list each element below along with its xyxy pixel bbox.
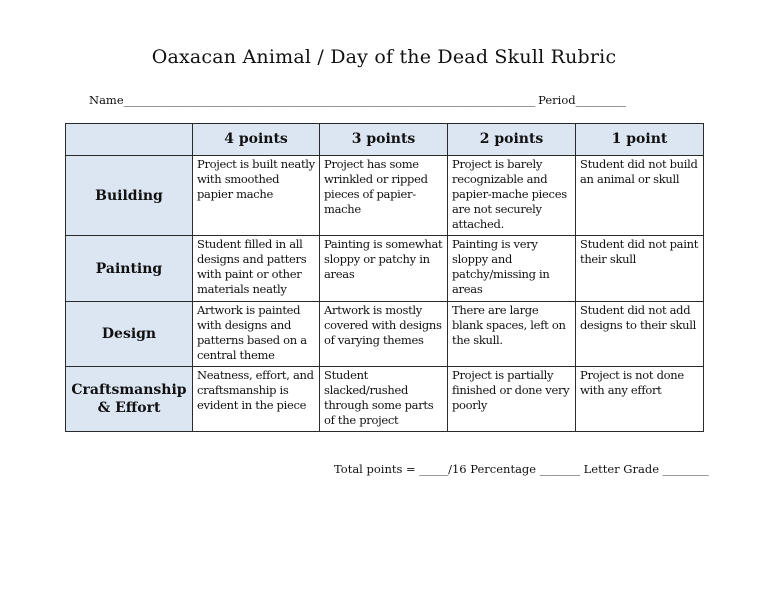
- name-period-line: [89, 93, 625, 107]
- rubric-cell: Neatness, effort, and craftsmanship is evident in the piece: [193, 367, 320, 432]
- rubric-cell: Student filled in all designs and patters with paint or other materials neatly: [193, 236, 320, 302]
- rubric-cell: Project is not done with any effort: [576, 367, 704, 432]
- table-row: [66, 367, 704, 432]
- rubric-cell: Project is barely recognizable and papier-mache pieces are not securely attached.: [448, 156, 576, 236]
- rubric-cell: Painting is somewhat sloppy or patchy in areas: [320, 236, 448, 302]
- rubric-cell: Student did not paint their skull: [576, 236, 704, 302]
- table-row: [66, 302, 704, 367]
- header-2-points: 2 points: [448, 124, 576, 156]
- table-row: [66, 236, 704, 302]
- criterion-building: Building: [66, 156, 193, 236]
- rubric-cell: Painting is very sloppy and patchy/missing in areas: [448, 236, 576, 302]
- rubric-cell: Artwork is mostly covered with designs of varying themes: [320, 302, 448, 367]
- header-corner: [66, 124, 193, 156]
- criterion-design: Design: [66, 302, 193, 367]
- totals-line: Total points = _____/16 Percentage _______ Letter Grade ________: [334, 462, 709, 476]
- rubric-cell: Project is built neatly with smoothed papier mache: [193, 156, 320, 236]
- rubric-table: [65, 123, 704, 432]
- page-title: Oaxacan Animal / Day of the Dead Skull Rubric: [151, 46, 617, 68]
- rubric-cell: Artwork is painted with designs and patterns based on a central theme: [193, 302, 320, 367]
- rubric-cell: Student did not add designs to their skull: [576, 302, 704, 367]
- table-row: [66, 156, 704, 236]
- rubric-cell: Student did not build an animal or skull: [576, 156, 704, 236]
- rubric-cell: There are large blank spaces, left on the skull.: [448, 302, 576, 367]
- rubric-cell: Student slacked/rushed through some parts of the project: [320, 367, 448, 432]
- criterion-craftsmanship-effort: Craftsmanship & Effort: [66, 367, 193, 432]
- header-row: [66, 124, 704, 156]
- period-blank: __________: [575, 93, 626, 107]
- header-4-points: 4 points: [193, 124, 320, 156]
- header-3-points: 3 points: [320, 124, 448, 156]
- name-blank: ___________________________________________________________________________________: [123, 93, 535, 107]
- name-label: Name: [89, 93, 124, 107]
- rubric-cell: Project is partially finished or done very poorly: [448, 367, 576, 432]
- period-label: Period: [538, 93, 576, 107]
- criterion-painting: Painting: [66, 236, 193, 302]
- rubric-cell: Project has some wrinkled or ripped pieces of papier-mache: [320, 156, 448, 236]
- header-1-point: 1 point: [576, 124, 704, 156]
